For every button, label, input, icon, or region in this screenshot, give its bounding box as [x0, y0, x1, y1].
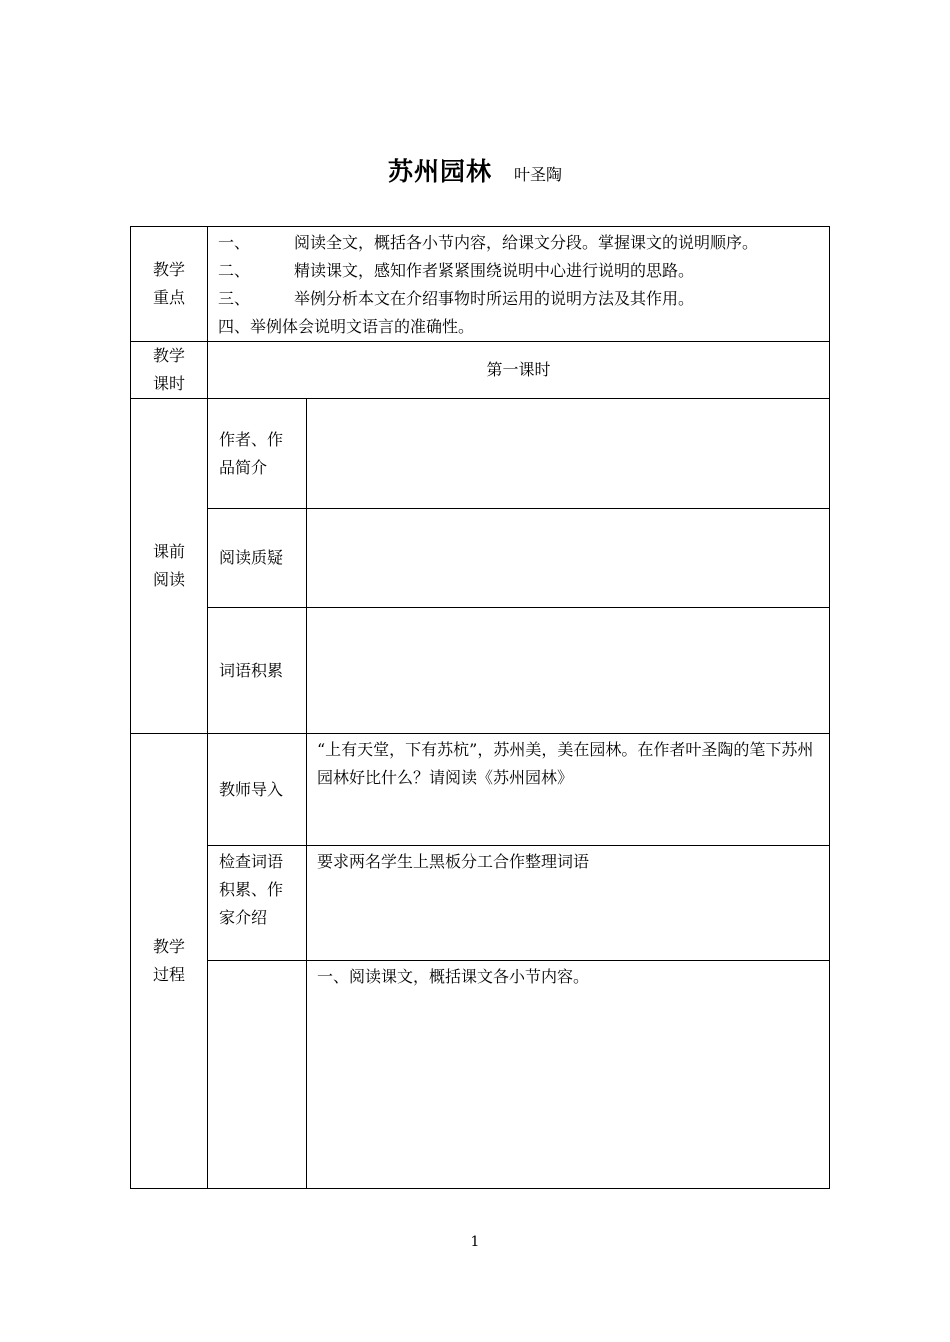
author-intro-label: 作者、作品简介 — [219, 429, 284, 477]
pre-reading-item-label-cell — [208, 509, 307, 608]
focus-item-number: 二、 — [218, 261, 251, 280]
period-label-cell — [131, 342, 208, 399]
period-value-cell — [208, 342, 830, 399]
reading-questions-label: 阅读质疑 — [219, 548, 284, 567]
pre-reading-row — [131, 509, 830, 608]
pre-reading-row — [131, 608, 830, 734]
pre-reading-label-cell — [131, 399, 208, 734]
focus-label-cell — [131, 227, 208, 342]
focus-item-last: 四、举例体会说明文语言的准确性。 — [218, 317, 475, 336]
reading-task-content: 一、阅读课文，概括课文各小节内容。 — [307, 961, 830, 1189]
author-intro-content — [307, 399, 830, 509]
focus-item — [218, 285, 821, 313]
vocabulary-label: 词语积累 — [219, 660, 284, 680]
focus-label: 教学重点 — [152, 260, 185, 307]
focus-item-number: 一、 — [218, 233, 251, 252]
title-main: 苏州园林 — [387, 157, 492, 186]
process-item-label-cell — [208, 961, 307, 1189]
vocabulary-content — [307, 608, 830, 734]
intro-content: “上有天堂，下有苏杭”，苏州美，美在园林。在作者叶圣陶的笔下苏州园林好比什么？请阅读《苏州园林》 — [307, 734, 830, 846]
process-label: 教学过程 — [152, 937, 185, 984]
focus-content-cell — [208, 227, 830, 342]
check-vocabulary-label: 检查词语积累、作家介绍 — [219, 852, 284, 927]
period-row — [131, 342, 830, 399]
process-item-label-cell — [208, 846, 307, 961]
pre-reading-row — [131, 399, 830, 509]
intro-label: 教师导入 — [219, 779, 284, 799]
focus-row — [131, 227, 830, 342]
check-vocabulary-content: 要求两名学生上黑板分工合作整理词语 — [307, 846, 830, 961]
document-title — [0, 152, 950, 188]
process-row — [131, 961, 830, 1189]
pre-reading-item-label-cell — [208, 608, 307, 734]
title-author: 叶圣陶 — [514, 165, 563, 184]
focus-item-text: 举例分析本文在介绍事物时所运用的说明方法及其作用。 — [294, 289, 695, 308]
pre-reading-item-label-cell — [208, 399, 307, 509]
lesson-plan-table — [130, 226, 830, 1189]
page-number: 1 — [470, 1234, 480, 1250]
focus-item-number: 三、 — [218, 289, 251, 308]
focus-item — [218, 257, 821, 285]
focus-item-text: 阅读全文，概括各小节内容，给课文分段。掌握课文的说明顺序。 — [294, 233, 759, 252]
process-row — [131, 734, 830, 846]
period-value: 第一课时 — [486, 360, 551, 379]
process-item-label-cell — [208, 734, 307, 846]
period-label: 教学课时 — [152, 346, 185, 393]
focus-item — [218, 229, 821, 257]
process-label-cell — [131, 734, 208, 1189]
process-row — [131, 846, 830, 961]
focus-item-text: 精读课文，感知作者紧紧围绕说明中心进行说明的思路。 — [294, 261, 695, 280]
reading-questions-content — [307, 509, 830, 608]
pre-reading-label: 课前阅读 — [152, 542, 185, 589]
